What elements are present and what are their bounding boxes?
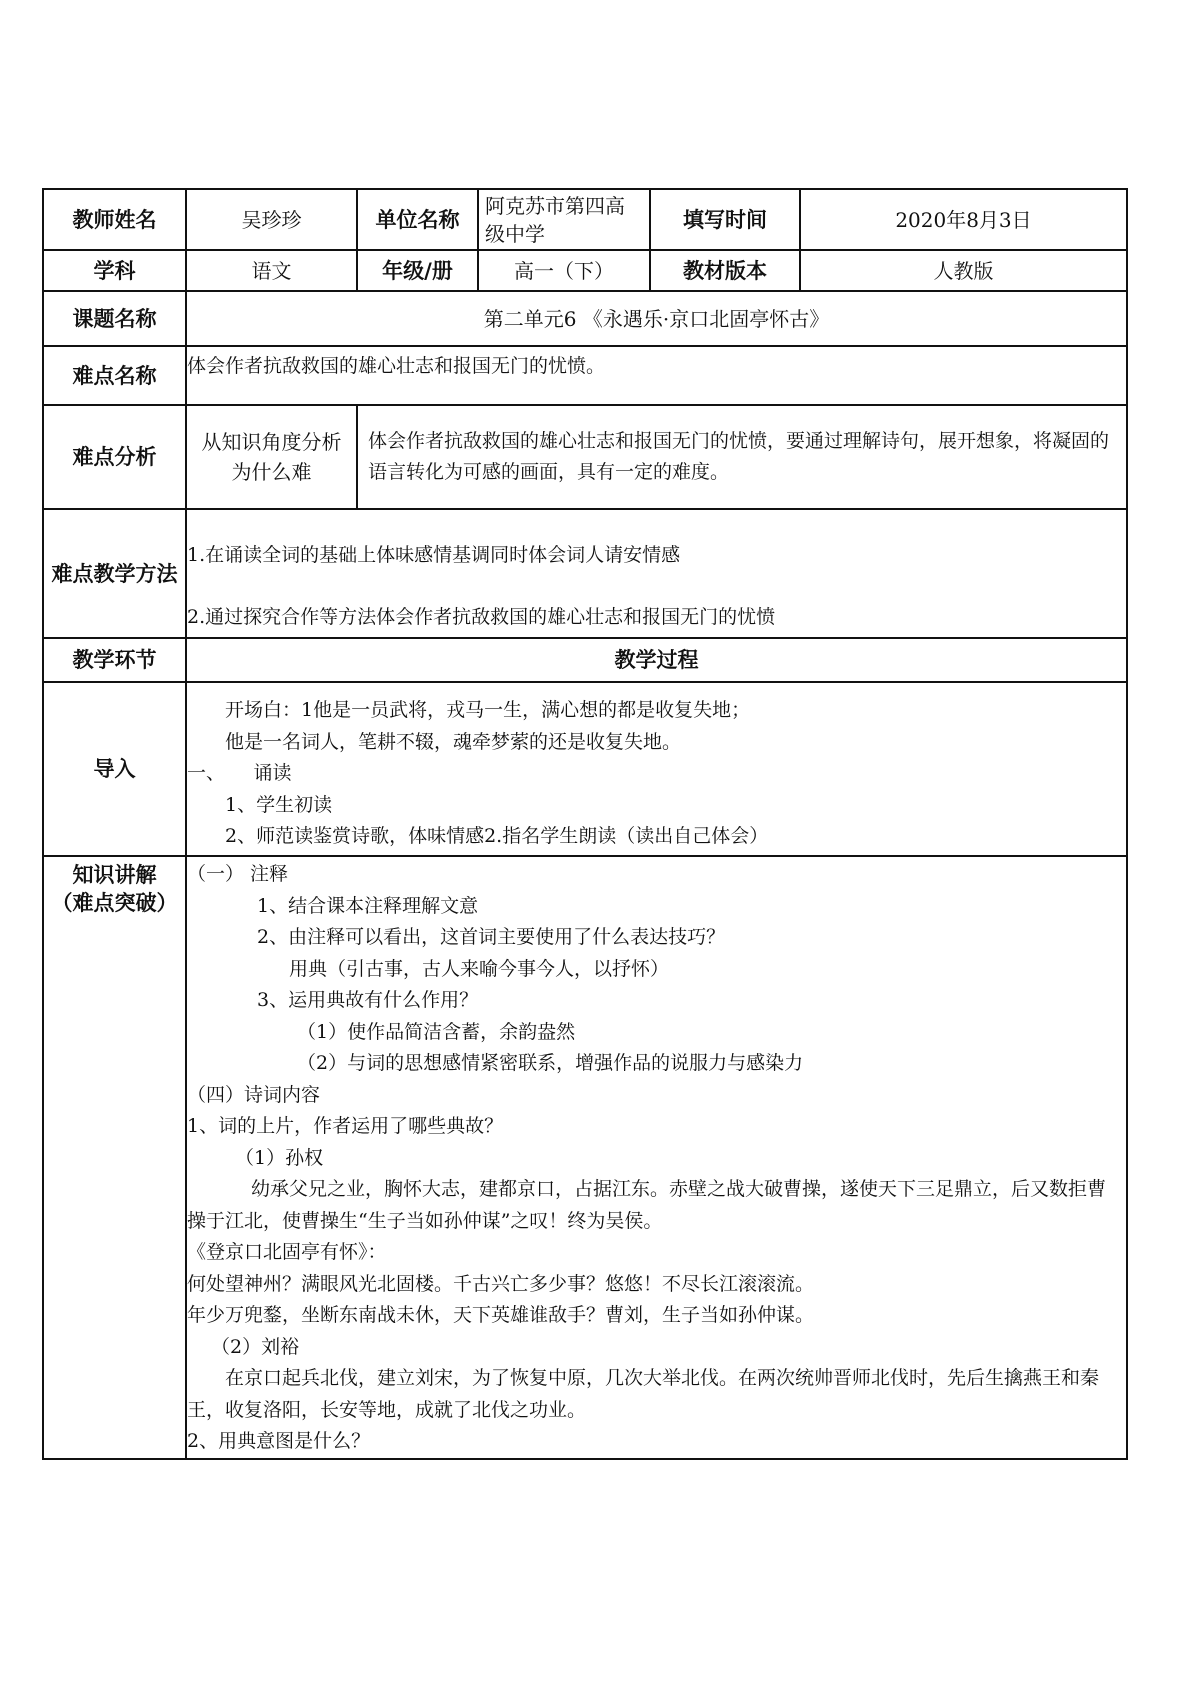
date-label: 填写时间 (650, 189, 800, 250)
knowledge-line: （2）与词的思想感情紧密联系，增强作品的说服力与感染力 (297, 1052, 804, 1074)
knowledge-line: （四）诗词内容 (187, 1083, 321, 1106)
lesson-plan-table (42, 188, 1128, 1460)
method-content (186, 509, 1127, 638)
difficulty-label: 难点名称 (43, 346, 186, 405)
method-label: 难点教学方法 (43, 509, 186, 638)
intro-label: 导入 (43, 682, 186, 856)
intro-line: 开场白：1他是一员武将，戎马一生，满心想的都是收复失地； (225, 699, 751, 721)
teacher-label: 教师姓名 (43, 189, 186, 250)
row-process-header (43, 638, 1127, 682)
analysis-value: 体会作者抗敌救国的雄心壮志和报国无门的忧愤，要通过理解诗句，展开想象，将凝固的语言转化为可感的画面，具有一定的难度。 (357, 405, 1127, 509)
knowledge-content (186, 856, 1127, 1459)
grade-label: 年级/册 (357, 250, 478, 291)
lesson-plan-sheet (42, 188, 1126, 1460)
unit-value: 阿克苏市第四高级中学 (478, 189, 650, 250)
difficulty-value: 体会作者抗敌救国的雄心壮志和报国无门的忧愤。 (186, 346, 1127, 405)
row-method (43, 509, 1127, 638)
topic-value: 第二单元6 《永遇乐·京口北固亭怀古》 (186, 291, 1127, 346)
date-value: 2020年8月3日 (800, 189, 1127, 250)
knowledge-label-line: （难点突破） (51, 891, 178, 915)
edition-value: 人教版 (800, 250, 1127, 291)
knowledge-line: 1、词的上片，作者运用了哪些典故？ (187, 1115, 504, 1137)
method-item: 2.通过探究合作等方法体会作者抗敌救国的雄心壮志和报国无门的忧愤 (187, 605, 776, 628)
knowledge-line: 年少万兜鍪，坐断东南战未休，天下英雄谁敌手？曹刘，生子当如孙仲谋。 (187, 1304, 815, 1326)
row-teacher (43, 189, 1127, 250)
process-label: 教学环节 (43, 638, 186, 682)
row-analysis (43, 405, 1127, 509)
row-intro (43, 682, 1127, 856)
unit-label: 单位名称 (357, 189, 478, 250)
knowledge-label-line: 知识讲解 (72, 863, 157, 887)
intro-line: 2、师范读鉴赏诗歌，体味情感2.指名学生朗读（读出自己体会） (225, 825, 769, 847)
analysis-label: 难点分析 (43, 405, 186, 509)
intro-line: 他是一名词人，笔耕不辍，魂牵梦萦的还是收复失地。 (225, 730, 682, 753)
knowledge-line: 3、运用典故有什么作用？ (257, 989, 479, 1011)
topic-label: 课题名称 (43, 291, 186, 346)
grade-value: 高一（下） (478, 250, 650, 291)
process-value: 教学过程 (186, 638, 1127, 682)
intro-content (186, 682, 1127, 856)
knowledge-line: （1）使作品简洁含蓄，余韵盎然 (297, 1020, 576, 1043)
edition-label: 教材版本 (650, 250, 800, 291)
knowledge-line: 在京口起兵北伐，建立刘宋，为了恢复中原，几次大举北伐。在两次统帅晋师北伐时，先后生擒燕王和秦王，收复洛阳，长安等地，成就了北伐之功业。 (187, 1367, 1100, 1421)
subject-label: 学科 (43, 250, 186, 291)
knowledge-line: （2）刘裕 (211, 1335, 300, 1358)
intro-line: 一、 诵读 (187, 762, 292, 784)
knowledge-line: （1）孙权 (235, 1146, 324, 1169)
row-topic (43, 291, 1127, 346)
knowledge-label (43, 856, 186, 1459)
knowledge-line: 2、用典意图是什么？ (187, 1430, 371, 1452)
knowledge-line: 幼承父兄之业，胸怀大志，建都京口，占据江东。赤壁之战大破曹操，遂使天下三足鼎立，后又数拒曹操于江北，使曹操生“生子当如孙仲谋”之叹！终为吴侯。 (187, 1178, 1107, 1232)
row-difficulty (43, 346, 1127, 405)
method-item: 1.在诵读全词的基础上体味感情基调同时体会词人请安情感 (187, 544, 681, 566)
knowledge-line: 2、由注释可以看出，这首词主要使用了什么表达技巧？ (257, 926, 726, 948)
knowledge-line: 《登京口北固亭有怀》： (187, 1241, 387, 1263)
subject-value: 语文 (186, 250, 357, 291)
row-knowledge (43, 856, 1127, 1459)
intro-line: 1、学生初读 (225, 793, 333, 816)
knowledge-line: 何处望神州？满眼风光北固楼。千古兴亡多少事？悠悠！不尽长江滚滚流。 (187, 1272, 815, 1295)
knowledge-line: 1、结合课本注释理解文意 (257, 894, 479, 917)
teacher-value: 吴珍珍 (186, 189, 357, 250)
analysis-sublabel: 从知识角度分析为什么难 (186, 405, 357, 509)
knowledge-line: （一） 注释 (187, 863, 289, 885)
row-subject (43, 250, 1127, 291)
knowledge-line: 用典（引古事，古人来喻今事今人，以抒怀） (289, 957, 670, 980)
